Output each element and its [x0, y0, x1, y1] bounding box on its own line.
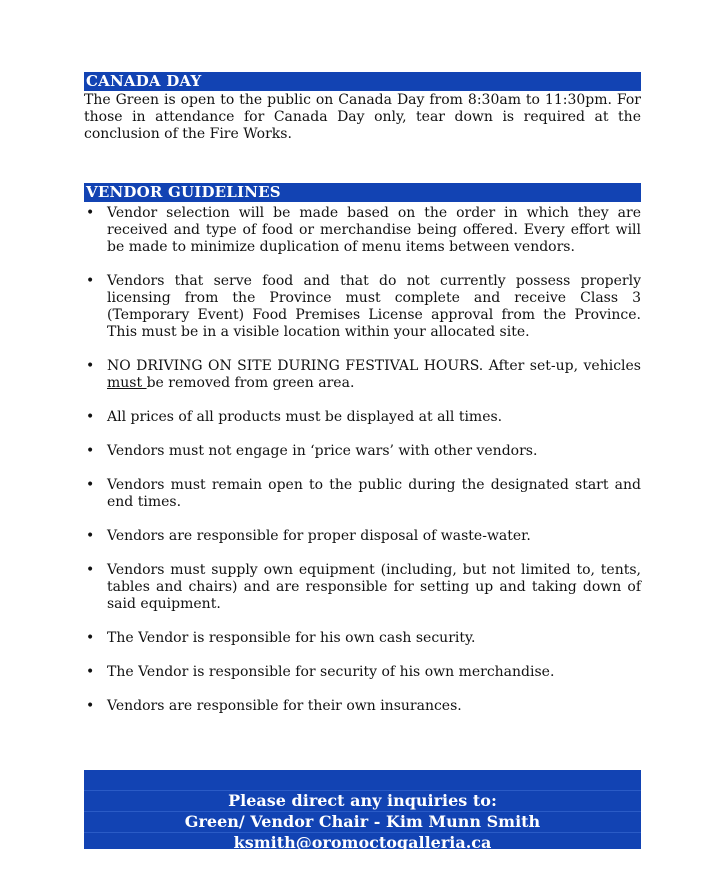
list-item-text: All prices of all products must be displayed at all times. [107, 409, 503, 425]
list-item [84, 205, 641, 256]
list-item-text: Vendors must not engage in ‘price wars’ with other vendors. [107, 443, 538, 459]
vendor-guidelines-section [84, 183, 641, 715]
list-item-text: Vendor selection will be made based on the order in which they are received and type of food or merchandise being offered. Every effort will be made to minimize duplication of menu items between vendors. [107, 205, 641, 255]
bullet-icon: • [86, 358, 95, 374]
bullet-icon: • [86, 273, 95, 289]
vendor-guidelines-heading: VENDOR GUIDELINES [84, 183, 641, 202]
bullet-icon: • [86, 443, 95, 459]
canada-day-heading: CANADA DAY [84, 72, 641, 91]
list-item-text-start: NO DRIVING ON SITE DURING FESTIVAL HOURS. After set-up, vehicles [107, 358, 641, 374]
list-item-text: Vendors must remain open to the public during the designated start and end times. [107, 477, 641, 510]
list-item-text: Vendors that serve food and that do not currently possess properly licensing from the Province must complete and receive Class 3 (Temporary Event) Food Premises License approval from the Province. This must be in a visible location within your allocated site. [107, 273, 641, 340]
list-item [84, 698, 641, 715]
list-item [84, 562, 641, 613]
list-item [84, 443, 641, 460]
list-item [84, 630, 641, 647]
list-item-text-end: be removed from green area. [146, 375, 355, 391]
bullet-icon: • [86, 698, 95, 714]
bullet-icon: • [86, 477, 95, 493]
bullet-icon: • [86, 664, 95, 680]
list-item [84, 664, 641, 681]
list-item [84, 477, 641, 511]
footer-chair-line: Green/ Vendor Chair - Kim Munn Smith [84, 812, 641, 833]
list-item [84, 273, 641, 341]
footer-email: ksmith@oromoctogalleria.ca [233, 833, 492, 852]
list-item [84, 358, 641, 392]
underlined-emphasis: must [107, 375, 147, 391]
list-item-text: The Vendor is responsible for security of his own merchandise. [107, 664, 555, 680]
bullet-icon: • [86, 205, 95, 221]
canada-day-paragraph: The Green is open to the public on Canada Day from 8:30am to 11:30pm. For those in attendance for Canada Day only, tear down is required at the conclusion of the Fire Works. [84, 92, 641, 142]
bullet-icon: • [86, 409, 95, 425]
bullet-icon: • [86, 562, 95, 578]
bullet-icon: • [86, 630, 95, 646]
list-item [84, 528, 641, 545]
list-item-text: Vendors are responsible for proper disposal of waste-water. [107, 528, 531, 544]
bullet-icon: • [86, 528, 95, 544]
list-item-text: Vendors must supply own equipment (including, but not limited to, tents, tables and chairs) and are responsible for setting up and taking down of said equipment. [107, 562, 641, 612]
document-page [84, 72, 641, 732]
vendor-guidelines-list [84, 205, 641, 715]
list-item-text: The Vendor is responsible for his own cash security. [107, 630, 476, 646]
footer-spacer [84, 770, 641, 791]
list-item-text: Vendors are responsible for their own insurances. [107, 698, 462, 714]
list-item [84, 409, 641, 426]
footer-inquiries-line: Please direct any inquiries to: [84, 791, 641, 812]
contact-footer [84, 770, 641, 852]
